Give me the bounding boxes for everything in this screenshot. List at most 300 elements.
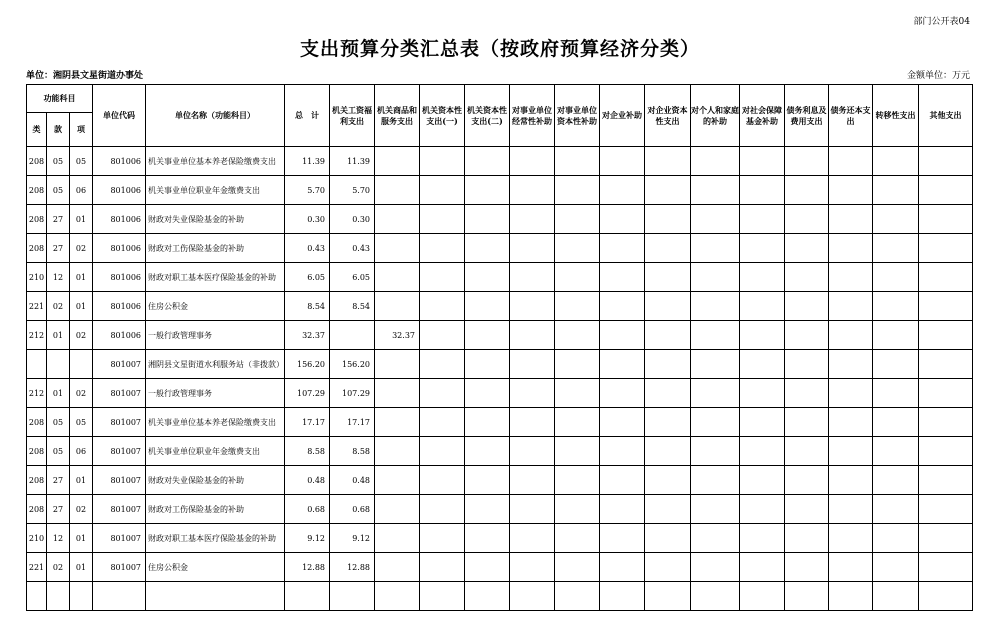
cell-empty	[691, 292, 740, 321]
cell-empty	[740, 292, 785, 321]
cell-xiang: 01	[70, 263, 93, 292]
cell-empty	[420, 205, 465, 234]
cell-empty	[829, 437, 873, 466]
col-header-personal: 对个人和家庭的补助	[691, 85, 740, 147]
table-row	[27, 176, 973, 205]
cell-lei: 210	[27, 263, 47, 292]
cell-xiang: 01	[70, 553, 93, 582]
cell-empty	[645, 321, 691, 350]
cell-empty	[919, 495, 973, 524]
kuan-header: 款	[47, 113, 70, 147]
cell-unit-name: 住房公积金	[146, 553, 285, 582]
cell-unit-name: 财政对职工基本医疗保险基金的补助	[146, 263, 285, 292]
cell-empty	[740, 582, 785, 611]
cell-empty	[740, 437, 785, 466]
cell-total: 0.68	[285, 495, 330, 524]
cell-empty	[465, 466, 510, 495]
col-header-inst-regular: 对事业单位经常性补助	[510, 85, 555, 147]
cell-empty	[740, 350, 785, 379]
cell-empty	[785, 524, 829, 553]
cell-unit-code: 801007	[93, 495, 146, 524]
cell-empty	[555, 350, 600, 379]
table-row	[27, 147, 973, 176]
cell-empty	[510, 205, 555, 234]
cell-empty	[785, 234, 829, 263]
cell-empty	[420, 379, 465, 408]
cell-empty	[465, 234, 510, 263]
cell-empty	[919, 524, 973, 553]
col-header-transfer: 转移性支出	[873, 85, 919, 147]
cell-empty	[919, 263, 973, 292]
cell-unit-code: 801006	[93, 176, 146, 205]
cell-empty	[465, 379, 510, 408]
cell-empty	[645, 408, 691, 437]
cell-empty	[555, 582, 600, 611]
cell-lei	[27, 582, 47, 611]
cell-empty	[829, 495, 873, 524]
unit-code-header: 单位代码	[93, 85, 146, 147]
cell-salary: 156.20	[330, 350, 375, 379]
cell-empty	[691, 379, 740, 408]
cell-total: 0.48	[285, 466, 330, 495]
cell-empty	[873, 292, 919, 321]
cell-empty	[873, 524, 919, 553]
cell-total: 0.43	[285, 234, 330, 263]
cell-unit-name: 财政对工伤保险基金的补助	[146, 234, 285, 263]
cell-empty	[645, 350, 691, 379]
col-header-social-security: 对社会保障基金补助	[740, 85, 785, 147]
cell-empty	[510, 292, 555, 321]
cell-kuan: 27	[47, 466, 70, 495]
cell-empty	[645, 437, 691, 466]
cell-empty	[645, 234, 691, 263]
cell-empty	[420, 495, 465, 524]
cell-total: 156.20	[285, 350, 330, 379]
cell-kuan: 27	[47, 234, 70, 263]
cell-empty	[829, 205, 873, 234]
cell-empty	[600, 466, 645, 495]
cell-lei: 221	[27, 553, 47, 582]
cell-salary: 6.05	[330, 263, 375, 292]
cell-empty	[555, 176, 600, 205]
table-row	[27, 234, 973, 263]
cell-empty	[873, 379, 919, 408]
cell-unit-code: 801007	[93, 437, 146, 466]
cell-empty	[555, 263, 600, 292]
cell-kuan	[47, 582, 70, 611]
cell-goods-services	[375, 495, 420, 524]
cell-unit-code: 801006	[93, 292, 146, 321]
cell-empty	[873, 321, 919, 350]
cell-empty	[555, 466, 600, 495]
cell-empty	[740, 524, 785, 553]
cell-salary: 0.30	[330, 205, 375, 234]
cell-xiang: 02	[70, 234, 93, 263]
cell-total: 5.70	[285, 176, 330, 205]
cell-empty	[785, 379, 829, 408]
cell-empty	[555, 524, 600, 553]
cell-empty	[645, 466, 691, 495]
col-header-enterprise: 对企业补助	[600, 85, 645, 147]
cell-xiang: 06	[70, 437, 93, 466]
cell-total: 107.29	[285, 379, 330, 408]
cell-lei: 221	[27, 292, 47, 321]
cell-empty	[600, 263, 645, 292]
cell-empty	[691, 553, 740, 582]
table-row	[27, 466, 973, 495]
budget-table	[26, 84, 973, 611]
cell-xiang: 02	[70, 495, 93, 524]
cell-kuan: 12	[47, 524, 70, 553]
cell-empty	[555, 408, 600, 437]
cell-lei: 208	[27, 495, 47, 524]
table-row	[27, 321, 973, 350]
cell-empty	[555, 495, 600, 524]
cell-empty	[420, 437, 465, 466]
cell-empty	[919, 437, 973, 466]
cell-goods-services	[375, 350, 420, 379]
cell-lei: 208	[27, 176, 47, 205]
cell-empty	[645, 292, 691, 321]
table-row	[27, 205, 973, 234]
cell-empty	[510, 524, 555, 553]
cell-empty	[555, 234, 600, 263]
cell-empty	[420, 524, 465, 553]
col-header-inst-capital: 对事业单位资本性补助	[555, 85, 600, 147]
cell-goods-services	[375, 553, 420, 582]
cell-empty	[740, 408, 785, 437]
cell-empty	[740, 176, 785, 205]
cell-kuan: 01	[47, 321, 70, 350]
cell-empty	[645, 553, 691, 582]
cell-empty	[555, 292, 600, 321]
cell-unit-code: 801007	[93, 408, 146, 437]
cell-empty	[740, 205, 785, 234]
cell-empty	[510, 176, 555, 205]
cell-empty	[740, 379, 785, 408]
cell-empty	[919, 408, 973, 437]
cell-empty	[600, 321, 645, 350]
cell-unit-name: 湘阴县文星街道水利服务站（非拨款）	[146, 350, 285, 379]
cell-xiang: 02	[70, 321, 93, 350]
cell-empty	[829, 553, 873, 582]
cell-empty	[740, 495, 785, 524]
cell-empty	[465, 321, 510, 350]
cell-empty	[740, 147, 785, 176]
cell-unit-name	[146, 582, 285, 611]
cell-empty	[919, 582, 973, 611]
cell-kuan: 05	[47, 408, 70, 437]
cell-empty	[785, 321, 829, 350]
col-header-capital-2: 机关资本性支出(二)	[465, 85, 510, 147]
cell-empty	[645, 263, 691, 292]
total-header: 总 计	[285, 85, 330, 147]
cell-empty	[510, 553, 555, 582]
cell-empty	[919, 321, 973, 350]
cell-empty	[510, 408, 555, 437]
cell-empty	[740, 466, 785, 495]
table-row	[27, 350, 973, 379]
col-header-other: 其他支出	[919, 85, 973, 147]
cell-salary: 17.17	[330, 408, 375, 437]
cell-xiang: 01	[70, 205, 93, 234]
cell-unit-code: 801007	[93, 379, 146, 408]
cell-total: 0.30	[285, 205, 330, 234]
cell-empty	[510, 350, 555, 379]
cell-kuan: 05	[47, 147, 70, 176]
cell-empty	[420, 147, 465, 176]
cell-goods-services	[375, 205, 420, 234]
cell-xiang	[70, 350, 93, 379]
cell-kuan: 01	[47, 379, 70, 408]
cell-empty	[785, 495, 829, 524]
cell-empty	[510, 234, 555, 263]
cell-salary	[330, 582, 375, 611]
cell-xiang: 05	[70, 408, 93, 437]
cell-empty	[510, 495, 555, 524]
cell-empty	[691, 437, 740, 466]
cell-empty	[600, 292, 645, 321]
cell-empty	[465, 582, 510, 611]
cell-salary: 8.58	[330, 437, 375, 466]
cell-empty	[873, 176, 919, 205]
cell-empty	[555, 205, 600, 234]
cell-kuan: 12	[47, 263, 70, 292]
cell-unit-name: 机关事业单位基本养老保险缴费支出	[146, 408, 285, 437]
table-row	[27, 263, 973, 292]
cell-empty	[829, 147, 873, 176]
cell-empty	[600, 176, 645, 205]
cell-empty	[600, 234, 645, 263]
page-title: 支出预算分类汇总表（按政府预算经济分类）	[299, 38, 700, 60]
cell-empty	[420, 408, 465, 437]
cell-empty	[919, 176, 973, 205]
cell-unit-name: 机关事业单位职业年金缴费支出	[146, 437, 285, 466]
cell-unit-code: 801007	[93, 553, 146, 582]
cell-unit-code: 801006	[93, 234, 146, 263]
cell-empty	[465, 176, 510, 205]
cell-empty	[465, 350, 510, 379]
cell-empty	[829, 379, 873, 408]
cell-empty	[919, 350, 973, 379]
cell-empty	[645, 495, 691, 524]
cell-empty	[919, 147, 973, 176]
cell-empty	[600, 553, 645, 582]
cell-empty	[555, 437, 600, 466]
cell-unit-code: 801006	[93, 321, 146, 350]
cell-empty	[785, 263, 829, 292]
cell-salary: 5.70	[330, 176, 375, 205]
cell-empty	[691, 495, 740, 524]
cell-empty	[873, 582, 919, 611]
cell-salary: 0.68	[330, 495, 375, 524]
cell-empty	[645, 176, 691, 205]
cell-empty	[691, 176, 740, 205]
cell-empty	[919, 379, 973, 408]
cell-empty	[510, 263, 555, 292]
cell-empty	[645, 524, 691, 553]
cell-unit-code: 801006	[93, 263, 146, 292]
cell-empty	[829, 176, 873, 205]
table-row	[27, 553, 973, 582]
cell-empty	[465, 495, 510, 524]
cell-empty	[691, 408, 740, 437]
cell-empty	[873, 205, 919, 234]
cell-kuan: 05	[47, 437, 70, 466]
col-header-capital-1: 机关资本性支出(一)	[420, 85, 465, 147]
cell-goods-services	[375, 582, 420, 611]
cell-goods-services	[375, 263, 420, 292]
page-id-label: 部门公开表04	[913, 17, 970, 27]
cell-empty	[510, 321, 555, 350]
cell-unit-name: 机关事业单位基本养老保险缴费支出	[146, 147, 285, 176]
cell-empty	[740, 263, 785, 292]
cell-goods-services	[375, 524, 420, 553]
col-header-debt-principal: 债务还本支出	[829, 85, 873, 147]
cell-kuan: 02	[47, 292, 70, 321]
cell-empty	[645, 379, 691, 408]
cell-lei: 208	[27, 234, 47, 263]
cell-empty	[873, 263, 919, 292]
cell-lei	[27, 350, 47, 379]
cell-empty	[785, 582, 829, 611]
cell-empty	[919, 553, 973, 582]
cell-empty	[600, 408, 645, 437]
cell-xiang: 05	[70, 147, 93, 176]
cell-empty	[510, 437, 555, 466]
cell-empty	[829, 524, 873, 553]
cell-empty	[420, 553, 465, 582]
cell-total: 32.37	[285, 321, 330, 350]
cell-empty	[555, 379, 600, 408]
cell-empty	[829, 234, 873, 263]
cell-empty	[600, 379, 645, 408]
cell-empty	[510, 466, 555, 495]
cell-empty	[919, 292, 973, 321]
cell-empty	[645, 582, 691, 611]
cell-xiang: 06	[70, 176, 93, 205]
lei-header: 类	[27, 113, 47, 147]
cell-empty	[873, 495, 919, 524]
cell-empty	[600, 524, 645, 553]
cell-empty	[600, 582, 645, 611]
cell-empty	[555, 321, 600, 350]
cell-lei: 208	[27, 205, 47, 234]
cell-total: 9.12	[285, 524, 330, 553]
cell-goods-services	[375, 466, 420, 495]
cell-lei: 208	[27, 408, 47, 437]
cell-empty	[785, 437, 829, 466]
cell-empty	[873, 437, 919, 466]
table-row	[27, 292, 973, 321]
table-row	[27, 379, 973, 408]
cell-empty	[691, 147, 740, 176]
cell-empty	[465, 205, 510, 234]
xiang-header: 项	[70, 113, 93, 147]
cell-unit-name: 财政对职工基本医疗保险基金的补助	[146, 524, 285, 553]
cell-salary: 107.29	[330, 379, 375, 408]
cell-empty	[873, 350, 919, 379]
cell-empty	[740, 234, 785, 263]
cell-empty	[600, 495, 645, 524]
cell-salary: 12.88	[330, 553, 375, 582]
cell-empty	[829, 321, 873, 350]
cell-salary: 0.43	[330, 234, 375, 263]
unit-label: 单位：湘阴县文星街道办事处	[26, 71, 144, 81]
cell-goods-services	[375, 176, 420, 205]
cell-salary: 9.12	[330, 524, 375, 553]
cell-goods-services	[375, 437, 420, 466]
cell-lei: 212	[27, 321, 47, 350]
cell-empty	[829, 263, 873, 292]
cell-lei: 208	[27, 466, 47, 495]
cell-empty	[691, 350, 740, 379]
cell-empty	[829, 466, 873, 495]
cell-xiang: 01	[70, 466, 93, 495]
cell-unit-code: 801007	[93, 350, 146, 379]
cell-goods-services: 32.37	[375, 321, 420, 350]
cell-empty	[785, 176, 829, 205]
col-header-debt-interest: 债务利息及费用支出	[785, 85, 829, 147]
cell-kuan: 27	[47, 495, 70, 524]
cell-empty	[420, 466, 465, 495]
amount-unit-label: 金额单位：万元	[906, 71, 970, 81]
cell-xiang: 01	[70, 292, 93, 321]
cell-empty	[785, 147, 829, 176]
cell-empty	[691, 524, 740, 553]
cell-unit-code: 801006	[93, 205, 146, 234]
cell-empty	[740, 321, 785, 350]
cell-empty	[919, 466, 973, 495]
cell-goods-services	[375, 147, 420, 176]
cell-empty	[829, 292, 873, 321]
table-row	[27, 408, 973, 437]
cell-empty	[785, 553, 829, 582]
cell-salary	[330, 321, 375, 350]
cell-empty	[919, 234, 973, 263]
cell-empty	[510, 147, 555, 176]
cell-empty	[645, 205, 691, 234]
cell-empty	[873, 408, 919, 437]
cell-empty	[691, 321, 740, 350]
cell-empty	[465, 147, 510, 176]
cell-empty	[465, 553, 510, 582]
cell-empty	[691, 205, 740, 234]
cell-empty	[645, 147, 691, 176]
cell-empty	[829, 582, 873, 611]
cell-empty	[510, 379, 555, 408]
unit-name-header: 单位名称（功能科目）	[146, 85, 285, 147]
cell-empty	[829, 408, 873, 437]
cell-salary: 11.39	[330, 147, 375, 176]
cell-salary: 0.48	[330, 466, 375, 495]
table-row	[27, 524, 973, 553]
cell-empty	[873, 147, 919, 176]
cell-unit-code: 801007	[93, 524, 146, 553]
cell-unit-name: 一般行政管理事务	[146, 379, 285, 408]
cell-empty	[555, 147, 600, 176]
cell-empty	[420, 321, 465, 350]
cell-total: 17.17	[285, 408, 330, 437]
cell-lei: 208	[27, 437, 47, 466]
cell-empty	[829, 350, 873, 379]
cell-unit-name: 住房公积金	[146, 292, 285, 321]
cell-empty	[691, 582, 740, 611]
cell-empty	[465, 437, 510, 466]
cell-empty	[873, 234, 919, 263]
cell-empty	[740, 553, 785, 582]
cell-empty	[465, 524, 510, 553]
